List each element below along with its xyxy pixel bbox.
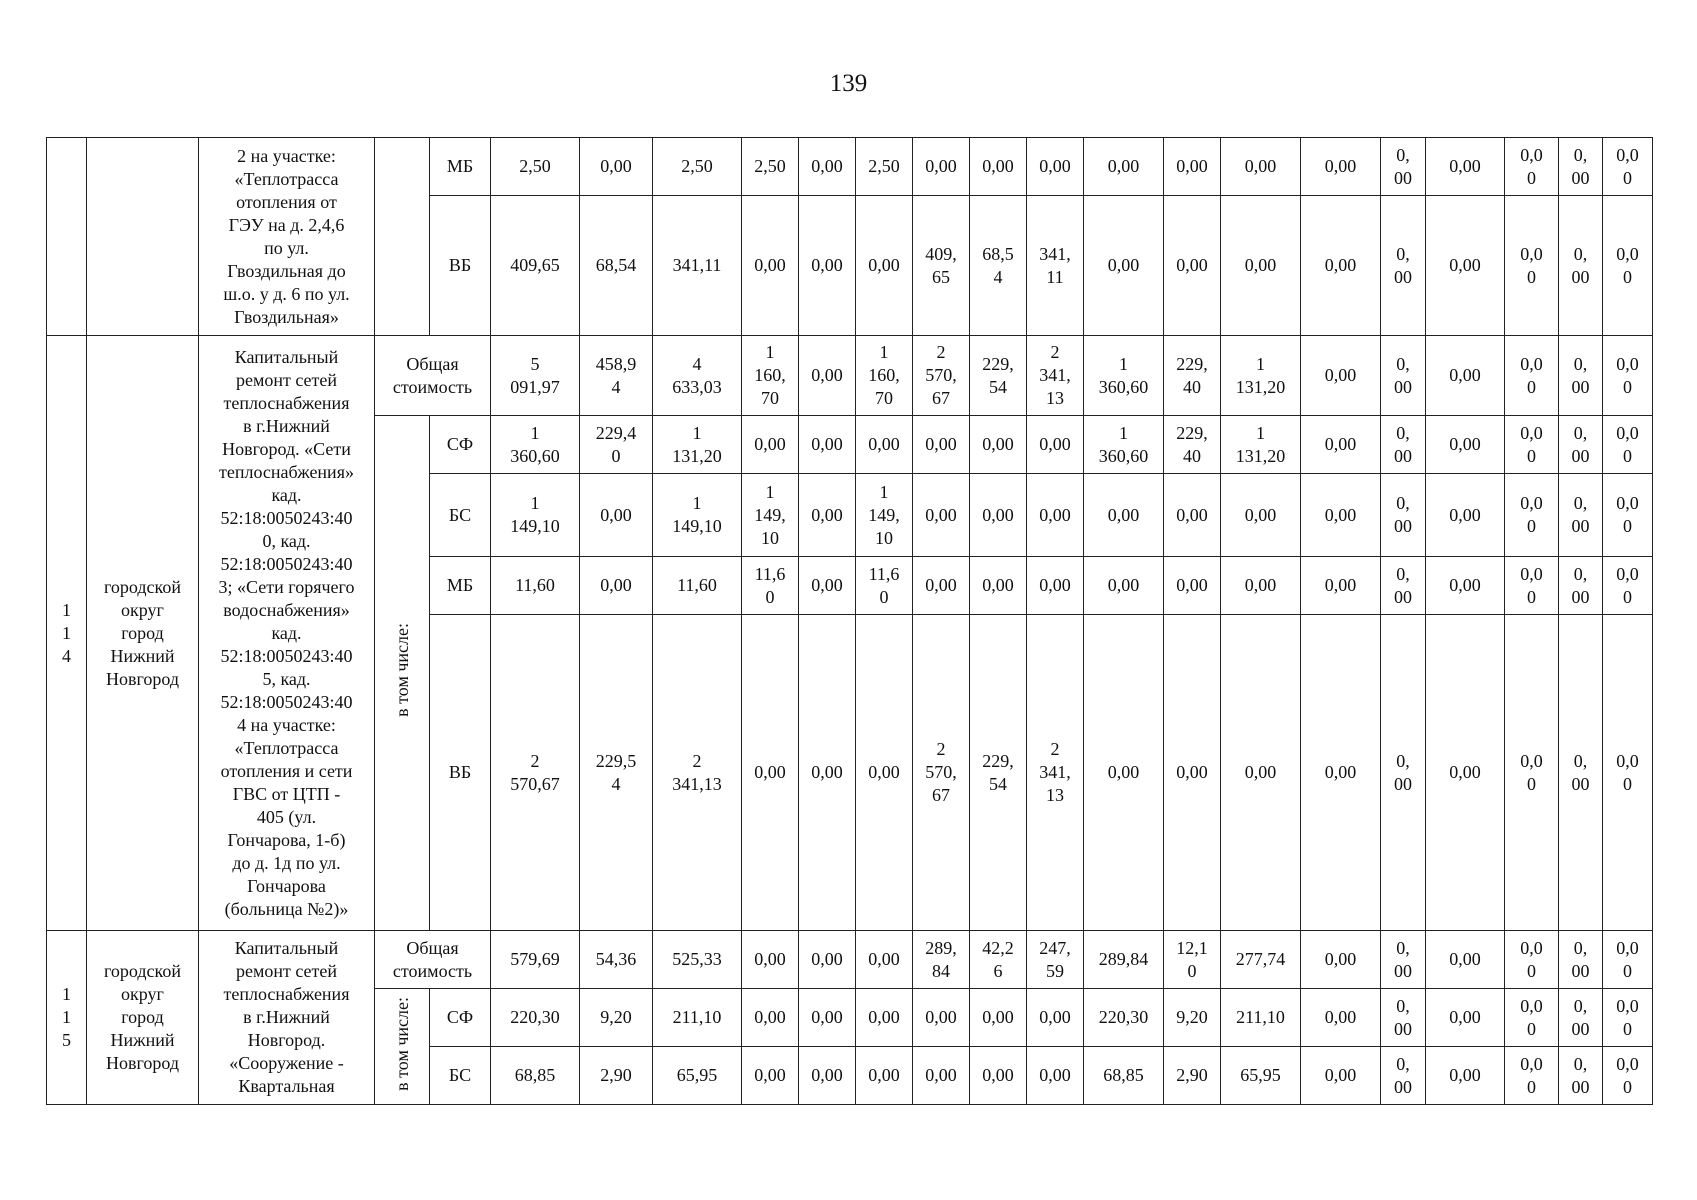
value-cell: 2,50 <box>653 138 742 196</box>
value-cell: 0,00 <box>799 474 856 557</box>
value-cell: 0,00 <box>970 474 1027 557</box>
value-cell: 341, 11 <box>1027 196 1084 336</box>
territory-cell <box>87 138 199 336</box>
value-cell: 0, 00 <box>1381 416 1426 474</box>
value-cell: 0,00 <box>1084 474 1164 557</box>
value-cell: 0,0 0 <box>1505 931 1559 989</box>
value-cell: 409, 65 <box>913 196 970 336</box>
value-cell: 0,00 <box>1426 474 1505 557</box>
value-cell: 0,00 <box>1164 615 1221 931</box>
value-cell: 0,00 <box>799 989 856 1047</box>
value-cell: 0,00 <box>742 989 799 1047</box>
row-number-cell: 1 1 4 <box>47 336 87 931</box>
value-cell: 220,30 <box>1084 989 1164 1047</box>
value-cell: 4 633,03 <box>653 336 742 416</box>
funding-source-cell: ВБ <box>430 615 491 931</box>
value-cell: 0, 00 <box>1381 1047 1426 1105</box>
value-cell: 0,0 0 <box>1603 336 1653 416</box>
value-cell: 0,00 <box>970 1047 1027 1105</box>
value-cell: 0,00 <box>913 989 970 1047</box>
value-cell: 11,60 <box>653 557 742 615</box>
value-cell: 0, 00 <box>1559 989 1603 1047</box>
total-label-cell: Общая стоимость <box>375 931 491 989</box>
page-number: 139 <box>829 70 868 97</box>
value-cell: 0,00 <box>1426 989 1505 1047</box>
value-cell: 229,4 0 <box>580 416 653 474</box>
value-cell: 0, 00 <box>1381 138 1426 196</box>
source-row <box>47 138 1653 196</box>
value-cell: 0,00 <box>1084 557 1164 615</box>
value-cell: 1 160, 70 <box>856 336 913 416</box>
value-cell: 0,0 0 <box>1505 336 1559 416</box>
value-cell: 277,74 <box>1221 931 1301 989</box>
value-cell: 2,90 <box>1164 1047 1221 1105</box>
value-cell: 0,00 <box>913 1047 970 1105</box>
value-cell: 0,0 0 <box>1505 196 1559 336</box>
funding-source-cell: МБ <box>430 138 491 196</box>
value-cell: 0,00 <box>856 615 913 931</box>
value-cell: 0,0 0 <box>1505 989 1559 1047</box>
value-cell: 2 341,13 <box>653 615 742 931</box>
value-cell: 1 149,10 <box>491 474 580 557</box>
value-cell: 0,0 0 <box>1505 474 1559 557</box>
value-cell: 0,00 <box>1301 474 1381 557</box>
value-cell: 0,00 <box>856 1047 913 1105</box>
value-cell: 0,00 <box>799 1047 856 1105</box>
value-cell: 0,00 <box>1301 1047 1381 1105</box>
value-cell: 0, 00 <box>1381 989 1426 1047</box>
value-cell: 0,0 0 <box>1603 416 1653 474</box>
funding-source-cell: СФ <box>430 416 491 474</box>
value-cell: 1 131,20 <box>1221 416 1301 474</box>
value-cell: 54,36 <box>580 931 653 989</box>
value-cell: 0,00 <box>799 416 856 474</box>
value-cell: 2,50 <box>491 138 580 196</box>
value-cell: 0,00 <box>1164 474 1221 557</box>
value-cell: 0,00 <box>1301 196 1381 336</box>
object-name-cell: 2 на участке: «Теплотрасса отопления от ГЭУ на д. 2,4,6 по ул. Гвоздильная до ш.о. у д. 6 по ул. Гвоздильная» <box>199 138 375 336</box>
value-cell: 0,00 <box>1301 989 1381 1047</box>
value-cell: 0,00 <box>742 931 799 989</box>
value-cell: 11,6 0 <box>856 557 913 615</box>
value-cell: 0,00 <box>799 196 856 336</box>
value-cell: 0,00 <box>1426 1047 1505 1105</box>
value-cell: 0,00 <box>1426 557 1505 615</box>
value-cell: 0,00 <box>1426 196 1505 336</box>
value-cell: 0,00 <box>1426 931 1505 989</box>
including-label: в том числе: <box>391 996 412 1091</box>
value-cell: 1 360,60 <box>491 416 580 474</box>
budget-table <box>46 137 1653 1105</box>
value-cell: 229, 54 <box>970 336 1027 416</box>
value-cell: 0,00 <box>913 474 970 557</box>
value-cell: 0,00 <box>799 557 856 615</box>
funding-source-cell: ВБ <box>430 196 491 336</box>
value-cell: 211,10 <box>653 989 742 1047</box>
row-number-cell <box>47 138 87 336</box>
value-cell: 579,69 <box>491 931 580 989</box>
value-cell: 0, 00 <box>1381 336 1426 416</box>
value-cell: 211,10 <box>1221 989 1301 1047</box>
value-cell: 2 570, 67 <box>913 615 970 931</box>
value-cell: 458,9 4 <box>580 336 653 416</box>
value-cell: 0,00 <box>856 989 913 1047</box>
value-cell: 0, 00 <box>1559 138 1603 196</box>
value-cell: 0,00 <box>913 138 970 196</box>
value-cell: 0,00 <box>1426 138 1505 196</box>
value-cell: 2,90 <box>580 1047 653 1105</box>
value-cell: 11,6 0 <box>742 557 799 615</box>
value-cell: 9,20 <box>1164 989 1221 1047</box>
value-cell: 0,0 0 <box>1603 615 1653 931</box>
value-cell: 0,00 <box>913 557 970 615</box>
value-cell: 5 091,97 <box>491 336 580 416</box>
value-cell: 0,00 <box>1221 474 1301 557</box>
value-cell: 0,00 <box>1084 615 1164 931</box>
object-name-cell: Капитальный ремонт сетей теплоснабжения в г.Нижний Новгород. «Сооружение - Квартальная <box>199 931 375 1105</box>
value-cell: 1 149, 10 <box>856 474 913 557</box>
value-cell: 0,00 <box>1301 557 1381 615</box>
value-cell: 0, 00 <box>1559 474 1603 557</box>
value-cell: 0,0 0 <box>1603 931 1653 989</box>
value-cell: 0,00 <box>580 474 653 557</box>
value-cell: 0, 00 <box>1559 1047 1603 1105</box>
value-cell: 2,50 <box>742 138 799 196</box>
value-cell: 0,00 <box>1084 196 1164 336</box>
value-cell: 0,00 <box>1084 138 1164 196</box>
value-cell: 0,00 <box>1164 557 1221 615</box>
value-cell: 220,30 <box>491 989 580 1047</box>
territory-cell: городской округ город Нижний Новгород <box>87 336 199 931</box>
value-cell: 0,00 <box>1301 336 1381 416</box>
value-cell: 0,00 <box>970 138 1027 196</box>
value-cell: 42,2 6 <box>970 931 1027 989</box>
total-row <box>47 336 1653 416</box>
row-number-cell: 1 1 5 <box>47 931 87 1105</box>
value-cell: 0,00 <box>1426 336 1505 416</box>
value-cell: 525,33 <box>653 931 742 989</box>
value-cell: 0, 00 <box>1559 196 1603 336</box>
value-cell: 0,0 0 <box>1603 138 1653 196</box>
value-cell: 2 570, 67 <box>913 336 970 416</box>
value-cell: 0,00 <box>1301 138 1381 196</box>
value-cell: 0,00 <box>1301 931 1381 989</box>
value-cell: 0,00 <box>856 196 913 336</box>
funding-source-cell: БС <box>430 474 491 557</box>
value-cell: 0,00 <box>1027 989 1084 1047</box>
value-cell: 0,00 <box>970 416 1027 474</box>
value-cell: 0, 00 <box>1381 931 1426 989</box>
value-cell: 1 131,20 <box>1221 336 1301 416</box>
value-cell: 0,0 0 <box>1505 557 1559 615</box>
value-cell: 68,5 4 <box>970 196 1027 336</box>
value-cell: 0,00 <box>1027 1047 1084 1105</box>
value-cell: 0, 00 <box>1381 615 1426 931</box>
value-cell: 0,00 <box>856 931 913 989</box>
value-cell: 0,00 <box>799 138 856 196</box>
value-cell: 0,00 <box>1027 474 1084 557</box>
value-cell: 0,00 <box>1027 416 1084 474</box>
territory-cell: городской округ город Нижний Новгород <box>87 931 199 1105</box>
value-cell: 0,00 <box>742 1047 799 1105</box>
value-cell: 0,0 0 <box>1603 474 1653 557</box>
value-cell: 0,0 0 <box>1603 989 1653 1047</box>
value-cell: 0,0 0 <box>1603 557 1653 615</box>
value-cell: 2 341, 13 <box>1027 336 1084 416</box>
value-cell: 229,5 4 <box>580 615 653 931</box>
value-cell: 0,00 <box>580 138 653 196</box>
value-cell: 0,00 <box>1301 615 1381 931</box>
value-cell: 0,00 <box>742 416 799 474</box>
value-cell: 0,00 <box>970 557 1027 615</box>
value-cell: 0,00 <box>799 931 856 989</box>
value-cell: 0, 00 <box>1381 196 1426 336</box>
value-cell: 68,85 <box>491 1047 580 1105</box>
funding-source-cell: БС <box>430 1047 491 1105</box>
value-cell: 289, 84 <box>913 931 970 989</box>
value-cell: 409,65 <box>491 196 580 336</box>
total-row <box>47 931 1653 989</box>
value-cell: 0,00 <box>1301 416 1381 474</box>
value-cell: 1 131,20 <box>653 416 742 474</box>
value-cell: 0, 00 <box>1381 474 1426 557</box>
value-cell: 1 149, 10 <box>742 474 799 557</box>
value-cell: 0,00 <box>799 336 856 416</box>
value-cell: 9,20 <box>580 989 653 1047</box>
value-cell: 68,85 <box>1084 1047 1164 1105</box>
value-cell: 0,00 <box>1426 416 1505 474</box>
value-cell: 0, 00 <box>1559 336 1603 416</box>
value-cell: 0,00 <box>913 416 970 474</box>
value-cell: 0, 00 <box>1559 931 1603 989</box>
value-cell: 0,00 <box>856 416 913 474</box>
value-cell: 229, 54 <box>970 615 1027 931</box>
value-cell: 229, 40 <box>1164 336 1221 416</box>
funding-source-cell: МБ <box>430 557 491 615</box>
value-cell: 0,00 <box>1221 196 1301 336</box>
value-cell: 0,0 0 <box>1505 138 1559 196</box>
funding-source-cell: СФ <box>430 989 491 1047</box>
including-label-cell <box>375 138 430 336</box>
value-cell: 0,00 <box>1221 138 1301 196</box>
value-cell: 0,00 <box>742 196 799 336</box>
value-cell: 1 160, 70 <box>742 336 799 416</box>
value-cell: 0,00 <box>1426 615 1505 931</box>
value-cell: 2 341, 13 <box>1027 615 1084 931</box>
value-cell: 341,11 <box>653 196 742 336</box>
value-cell: 0,00 <box>1221 557 1301 615</box>
value-cell: 0,00 <box>1027 138 1084 196</box>
value-cell: 289,84 <box>1084 931 1164 989</box>
including-label-cell <box>375 989 430 1105</box>
value-cell: 0,00 <box>970 989 1027 1047</box>
value-cell: 0,00 <box>799 615 856 931</box>
object-name-cell: Капитальный ремонт сетей теплоснабжения в г.Нижний Новгород. «Сети теплоснабжения» кад. 52:18:0050243:40 0, кад. 52:18:0050243:40 3; «Сети горячего водоснабжения» кад. 52:18:0050243:40 5, кад. 52:18:0050243:40 4 на участке: «Теплотрасса отопления и сети ГВС от ЦТП - 405 (ул. Гончарова, 1-б) до д. 1д по ул. Гончарова (больница №2)» <box>199 336 375 931</box>
value-cell: 0,00 <box>1027 557 1084 615</box>
value-cell: 68,54 <box>580 196 653 336</box>
total-label-cell: Общая стоимость <box>375 336 491 416</box>
value-cell: 65,95 <box>653 1047 742 1105</box>
including-label-cell <box>375 416 430 931</box>
value-cell: 0, 00 <box>1559 615 1603 931</box>
value-cell: 0, 00 <box>1559 557 1603 615</box>
value-cell: 0, 00 <box>1559 416 1603 474</box>
value-cell: 12,1 0 <box>1164 931 1221 989</box>
value-cell: 11,60 <box>491 557 580 615</box>
value-cell: 0,0 0 <box>1505 416 1559 474</box>
value-cell: 2,50 <box>856 138 913 196</box>
value-cell: 1 360,60 <box>1084 416 1164 474</box>
value-cell: 0,00 <box>1164 196 1221 336</box>
value-cell: 0,00 <box>742 615 799 931</box>
value-cell: 0,0 0 <box>1505 1047 1559 1105</box>
value-cell: 247, 59 <box>1027 931 1084 989</box>
value-cell: 65,95 <box>1221 1047 1301 1105</box>
value-cell: 229, 40 <box>1164 416 1221 474</box>
value-cell: 0,00 <box>580 557 653 615</box>
value-cell: 0,0 0 <box>1505 615 1559 931</box>
value-cell: 2 570,67 <box>491 615 580 931</box>
value-cell: 1 149,10 <box>653 474 742 557</box>
value-cell: 0,00 <box>1164 138 1221 196</box>
value-cell: 0, 00 <box>1381 557 1426 615</box>
value-cell: 0,0 0 <box>1603 1047 1653 1105</box>
value-cell: 0,0 0 <box>1603 196 1653 336</box>
including-label: в том числе: <box>391 623 412 717</box>
value-cell: 0,00 <box>1221 615 1301 931</box>
value-cell: 1 360,60 <box>1084 336 1164 416</box>
